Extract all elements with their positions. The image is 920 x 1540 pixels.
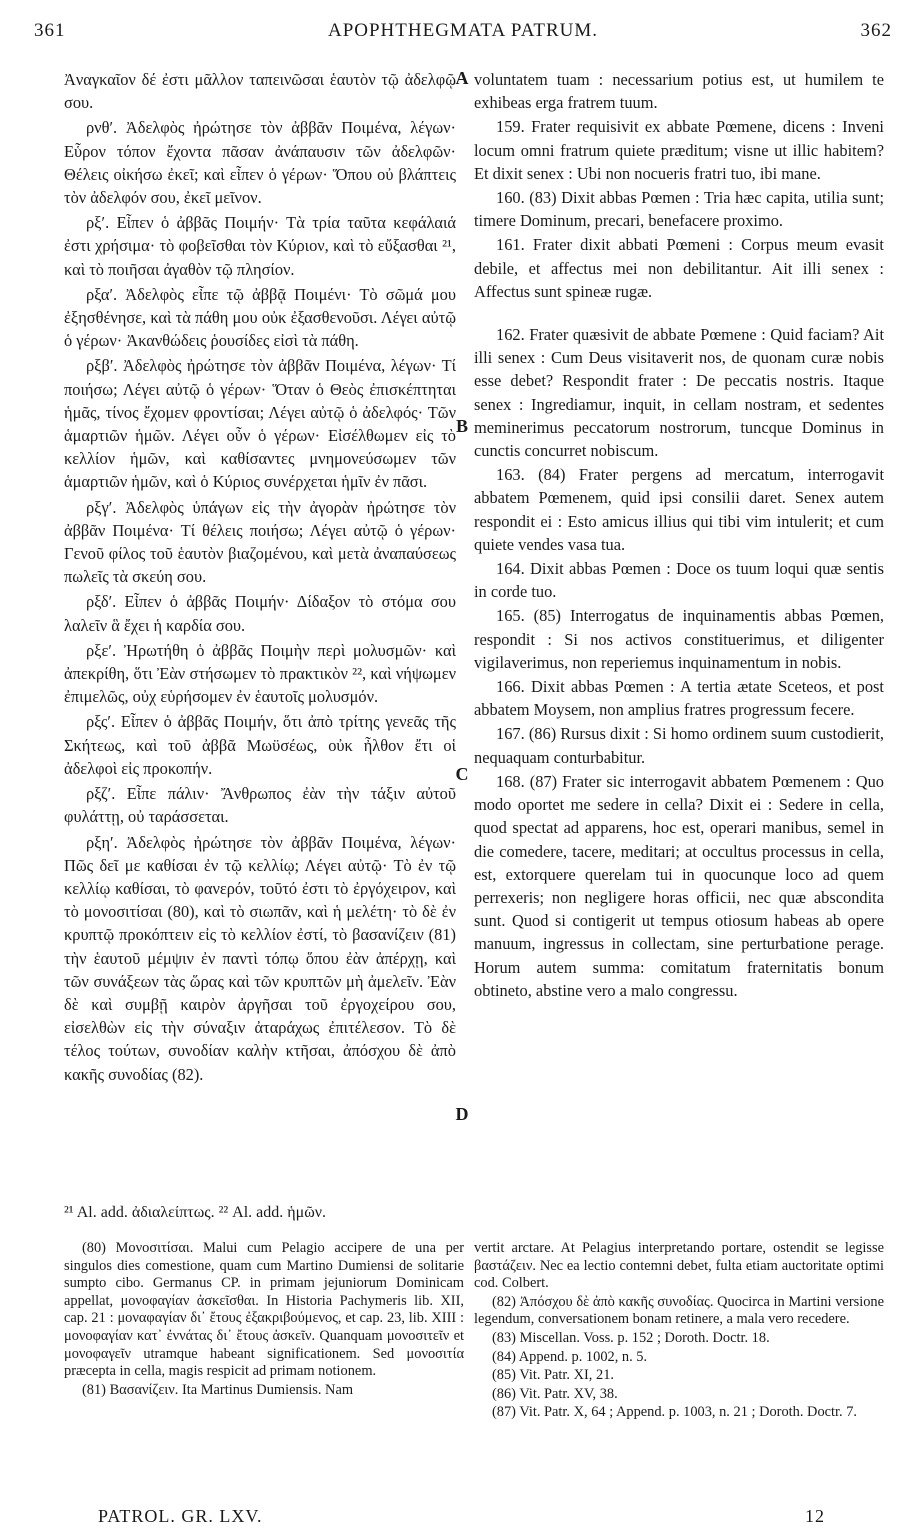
note-paragraph: (82) Ἀπόσχου δὲ ἀπὸ κακῆς συνοδίας. Quocirca in Martini versione legendum, conversationem bonam retinere, a mala vero recedere. (474, 1293, 884, 1328)
greek-column (64, 68, 456, 1088)
greek-paragraph: ρξεʹ. Ἠρωτήθη ὁ ἀββᾶς Ποιμὴν περὶ μολυσμῶν· καὶ ἀπεκρίθη, ὅτι Ἐὰν στήσωμεν τὸ πρακτικὸν ²², καὶ νήψωμεν ἐπιμελῶς, οὐχ εὑρήσομεν ἐν ἑαυτοῖς μολυσμόν. (64, 640, 456, 707)
running-title: APOPHTHEGMATA PATRUM. (327, 20, 599, 41)
note-paragraph: vertit arctare. At Pelagius interpretando portare, ostendit se legisse βαστάζειν. Nec ea lectio contemni debet, fulta etiam auctoritate optimi cod. Colbert. (474, 1240, 884, 1292)
notes-right (474, 1240, 884, 1423)
column-markers (452, 68, 476, 1178)
page-number-right: 362 (860, 20, 892, 41)
notes-left (64, 1240, 464, 1400)
greek-paragraph: ρξβʹ. Ἀδελφὸς ἠρώτησε τὸν ἀββᾶν Ποιμένα, λέγων· Τί ποιήσω; Λέγει αὐτῷ ὁ γέρων· Ὅταν ὁ Θεὸς ἐπισκέπτηται ἡμᾶς, τίνος ἔχομεν φροντίσαι; Λέγει αὐτῷ ὁ ἀδελφός· Τῶν ἁμαρτιῶν ἡμῶν. Λέγει οὖν ὁ γέρων· Εἰσέλθωμεν εἰς τὸ κελλίον ἡμῶν, καὶ καθίσαντες μνημονεύσωμεν τῶν ἁμαρτιῶν ἡμῶν, καὶ ὁ Κύριος συνέρχεται ἡμῖν ἐν πᾶσι. (64, 356, 456, 492)
latin-paragraph: 165. (85) Interrogatus de inquinamentis abbas Pœmen, respondit : Si nos activos constituerimus, et diligenter vigilaverimus, non reperiemus inquinamentum in nobis. (474, 606, 884, 672)
page-number-left: 361 (34, 20, 66, 41)
latin-paragraph: 167. (86) Rursus dixit : Si homo ordinem suum custodierit, nequaquam conturbabitur. (474, 724, 884, 767)
greek-paragraph: ρξηʹ. Ἀδελφὸς ἠρώτησε τὸν ἀββᾶν Ποιμένα, λέγων· Πῶς δεῖ με καθίσαι ἐν τῷ κελλίῳ; Λέγει αὐτῷ· Τὸ ἐν τῷ κελλίῳ καθίσαι, τὸ φανερόν, τοῦτό ἐστι τὸ ἐργόχειρον, καὶ τὸ μονοσιτίσαι (80), καὶ τὸ σιωπᾶν, καὶ ἡ μελέτη· τὸ δὲ ἐν κρυπτῷ προκόπτειν εἰς τὸ κελλίον ἐστί, τὸ βασανίζειν (81) τὴν ἑαυτοῦ μέμψιν ἐν παντὶ τόπῳ ὅπου ἐὰν ἀπέρχῃ, καὶ τῶν συνάξεων τὰς ὥρας καὶ τῶν κρυπτῶν μὴ ἀμελεῖν. Ἐὰν δὲ καὶ συμβῇ καιρὸν ἀργῆσαι τοῦ ἐργοχείρου σου, εἰσελθὼν εἰς τὴν σύναξιν ἀταράχως ἐπιτέλεσον. Τὸ δὲ τέλος τούτων, συνοδίαν καλὴν κτῆσαι, ἀπόσχου δὲ ἀπὸ κακῆς συνοδίας (82). (64, 832, 456, 1084)
note-reference: (84) Append. p. 1002, n. 5. (492, 1348, 648, 1365)
gathering-number: 12 (805, 1506, 825, 1526)
note-reference: (83) Miscellan. Voss. p. 152 ; Doroth. Doctr. 18. (492, 1329, 770, 1346)
latin-paragraph: 163. (84) Frater pergens ad mercatum, interrogavit abbatem Pœmenem, quid ipsi consilii daret. Senex autem respondit ei : Esto amicus illius qui tibi vim intulerit; et cum quiete vendes vasa tua. (474, 465, 884, 554)
note-reference: (85) Vit. Patr. XI, 21. (492, 1367, 614, 1384)
latin-paragraph: 159. Frater requisivit ex abbate Pœmene, dicens : Inveni locum omni fratrum quiete præditum; visne ut illic habitem? Et dixit senex : Ubi non nocueris fratri tuo, ibi mane. (474, 117, 884, 183)
volume-signature: PATROL. GR. LXV. (98, 1506, 263, 1526)
marker-b: B (455, 416, 468, 436)
note-paragraph: (80) Μονοσιτίσαι. Malui cum Pelagio accipere de una per singulos dies comestione, quam cum Martino Dumiensi de solitarie sumpto cibo. Germanus CP. in primam jejuniorum Dominicam appellat, μονοφαγίαν ἀσκεῖσθαι. In Historia Pachymeris lib. XII, cap. 21 : μοναφαγίαν δι᾿ ἔτους ἐξακριβούμενος, et cap. 23, lib. XIII : μονοφαγίαν κατ᾿ ἐννάτας δι᾿ ἔτους ἀσκεῖν. Quanquam μονοσιτεῖν et μονοφαγεῖν utramque habeant significationem. Sed μονοσιτία præcepta in cella, magis respicit ad primam notionem. (64, 1240, 464, 1380)
marker-a: A (455, 68, 469, 88)
page-header (34, 20, 892, 50)
latin-paragraph: 162. Frater quæsivit de abbate Pœmene : Quid faciam? Ait illi senex : Cum Deus visitaverit nos, de quonam curæ nobis esse debet? Respondit frater : De peccatis nostris. Itaque senex : Ingrediamur, inquit, in cellam nostram, et sedentes meminerimus peccatorum nostrorum, tuncque Dominus in cunctis concurret nobiscum. (474, 325, 884, 461)
greek-paragraph: ρξζʹ. Εἶπε πάλιν· Ἄνθρωπος ἐὰν τὴν τάξιν αὐτοῦ φυλάττῃ, οὐ ταράσσεται. (64, 784, 456, 827)
latin-paragraph: 161. Frater dixit abbati Pœmeni : Corpus meum evasit debile, et affectus mei non debilitantur. Ait illi senex : Affectus sunt spineæ rugæ. (474, 235, 884, 301)
variant-footnote: ²¹ Al. add. ἀδιαλείπτως. ²² Al. add. ἡμῶν. (64, 1204, 326, 1221)
latin-paragraph: 160. (83) Dixit abbas Pœmen : Tria hæc capita, utilia sunt; timere Dominum, precari, benefacere proximo. (474, 188, 884, 231)
latin-column (474, 68, 884, 1003)
note-reference: (86) Vit. Patr. XV, 38. (492, 1385, 618, 1402)
latin-paragraph: 168. (87) Frater sic interrogavit abbatem Pœmenem : Quo modo oportet me sedere in cella? Dixit ei : Sedere in cella, quod spectat ad apparens, hoc est, operari manibus, semel in die comedere, tacere, meditari; at occultus processus in cella, est, extorquere querelam tui in quocunque loco ad quem perrexeris; non negligere horas officii, nec quæ abscondita sunt. Quod si contigerit ut tempus otiosum habeas ab opere manuum, ingressus in collectam, sine perturbatione perage. Horum autem summa: comitatum fraternitatis bonum obtineto, abstine vero a malo congressu. (474, 771, 884, 1000)
marker-c: C (455, 764, 469, 784)
greek-paragraph: Ἀναγκαῖον δέ ἐστι μᾶλλον ταπεινῶσαι ἑαυτὸν τῷ ἀδελφῷ σου. (64, 70, 456, 113)
note-reference: (87) Vit. Patr. X, 64 ; Append. p. 1003, n. 21 ; Doroth. Doctr. 7. (492, 1404, 858, 1421)
note-paragraph: (81) Βασανίζειν. Ita Martinus Dumiensis. Nam (82, 1381, 354, 1398)
latin-paragraph: voluntatem tuam : necessarium potius est, ut humilem te exhibeas erga fratrem tuum. (474, 70, 884, 113)
greek-paragraph: ρξγʹ. Ἀδελφὸς ὑπάγων εἰς τὴν ἀγορὰν ἠρώτησε τὸν ἀββᾶν Ποιμένα· Τί θέλεις ποιήσω; Λέγει αὐτῷ ὁ γέρων· Γενοῦ φίλος τοῦ ἑαυτὸν βιαζομένου, καὶ μετὰ ἀναπαύσεως πωλεῖς τὰ σκεύη σου. (64, 497, 456, 587)
latin-paragraph: 166. Dixit abbas Pœmen : A tertia ætate Sceteos, et post abbatem Moysem, non amplius fratres progressum fecere. (474, 677, 884, 720)
greek-paragraph: ρνθʹ. Ἀδελφὸς ἠρώτησε τὸν ἀββᾶν Ποιμένα, λέγων· Εὗρον τόπον ἔχοντα πᾶσαν ἀνάπαυσιν τῶν ἀδελφῶν· Θέλεις οἰκήσω ἐκεῖ; καὶ εἶπεν ὁ γέρων· Ὅπου οὐ βλάπτεις τὸν ἀδελφόν σου, ἐκεῖ μεῖνον. (64, 118, 456, 208)
greek-paragraph: ρξʹ. Εἶπεν ὁ ἀββᾶς Ποιμήν· Τὰ τρία ταῦτα κεφάλαιά ἐστι χρήσιμα· τὸ φοβεῖσθαι τὸν Κύριον, καὶ τὸ εὔξασθαι ²¹, καὶ τὸ ποιῆσαι ἀγαθὸν τῷ πλησίον. (64, 213, 456, 279)
latin-paragraph: 164. Dixit abbas Pœmen : Doce os tuum loqui quæ sentis in corde tuo. (474, 559, 884, 602)
greek-paragraph: ρξςʹ. Εἶπεν ὁ ἀββᾶς Ποιμήν, ὅτι ἀπὸ τρίτης γενεᾶς τῆς Σκήτεως, καὶ τοῦ ἀββᾶ Μωϋσέως, οὐκ ἦλθον ἔτι οἱ ἀδελφοὶ εἰς προκοπήν. (64, 712, 456, 778)
page-footer (98, 1506, 825, 1530)
greek-paragraph: ρξδʹ. Εἶπεν ὁ ἀββᾶς Ποιμήν· Δίδαξον τὸ στόμα σου λαλεῖν ἃ ἔχει ἡ καρδία σου. (64, 592, 456, 635)
greek-paragraph: ρξαʹ. Ἀδελφὸς εἶπε τῷ ἀββᾷ Ποιμένι· Τὸ σῶμά μου ἐξησθένησε, καὶ τὰ πάθη μου οὐκ ἐξασθενοῦσι. Λέγει αὐτῷ ὁ γέρων· Ἀκανθώδεις ῥουσίδες εἰσὶ τὰ πάθη. (64, 284, 456, 351)
marker-d: D (455, 1104, 469, 1124)
